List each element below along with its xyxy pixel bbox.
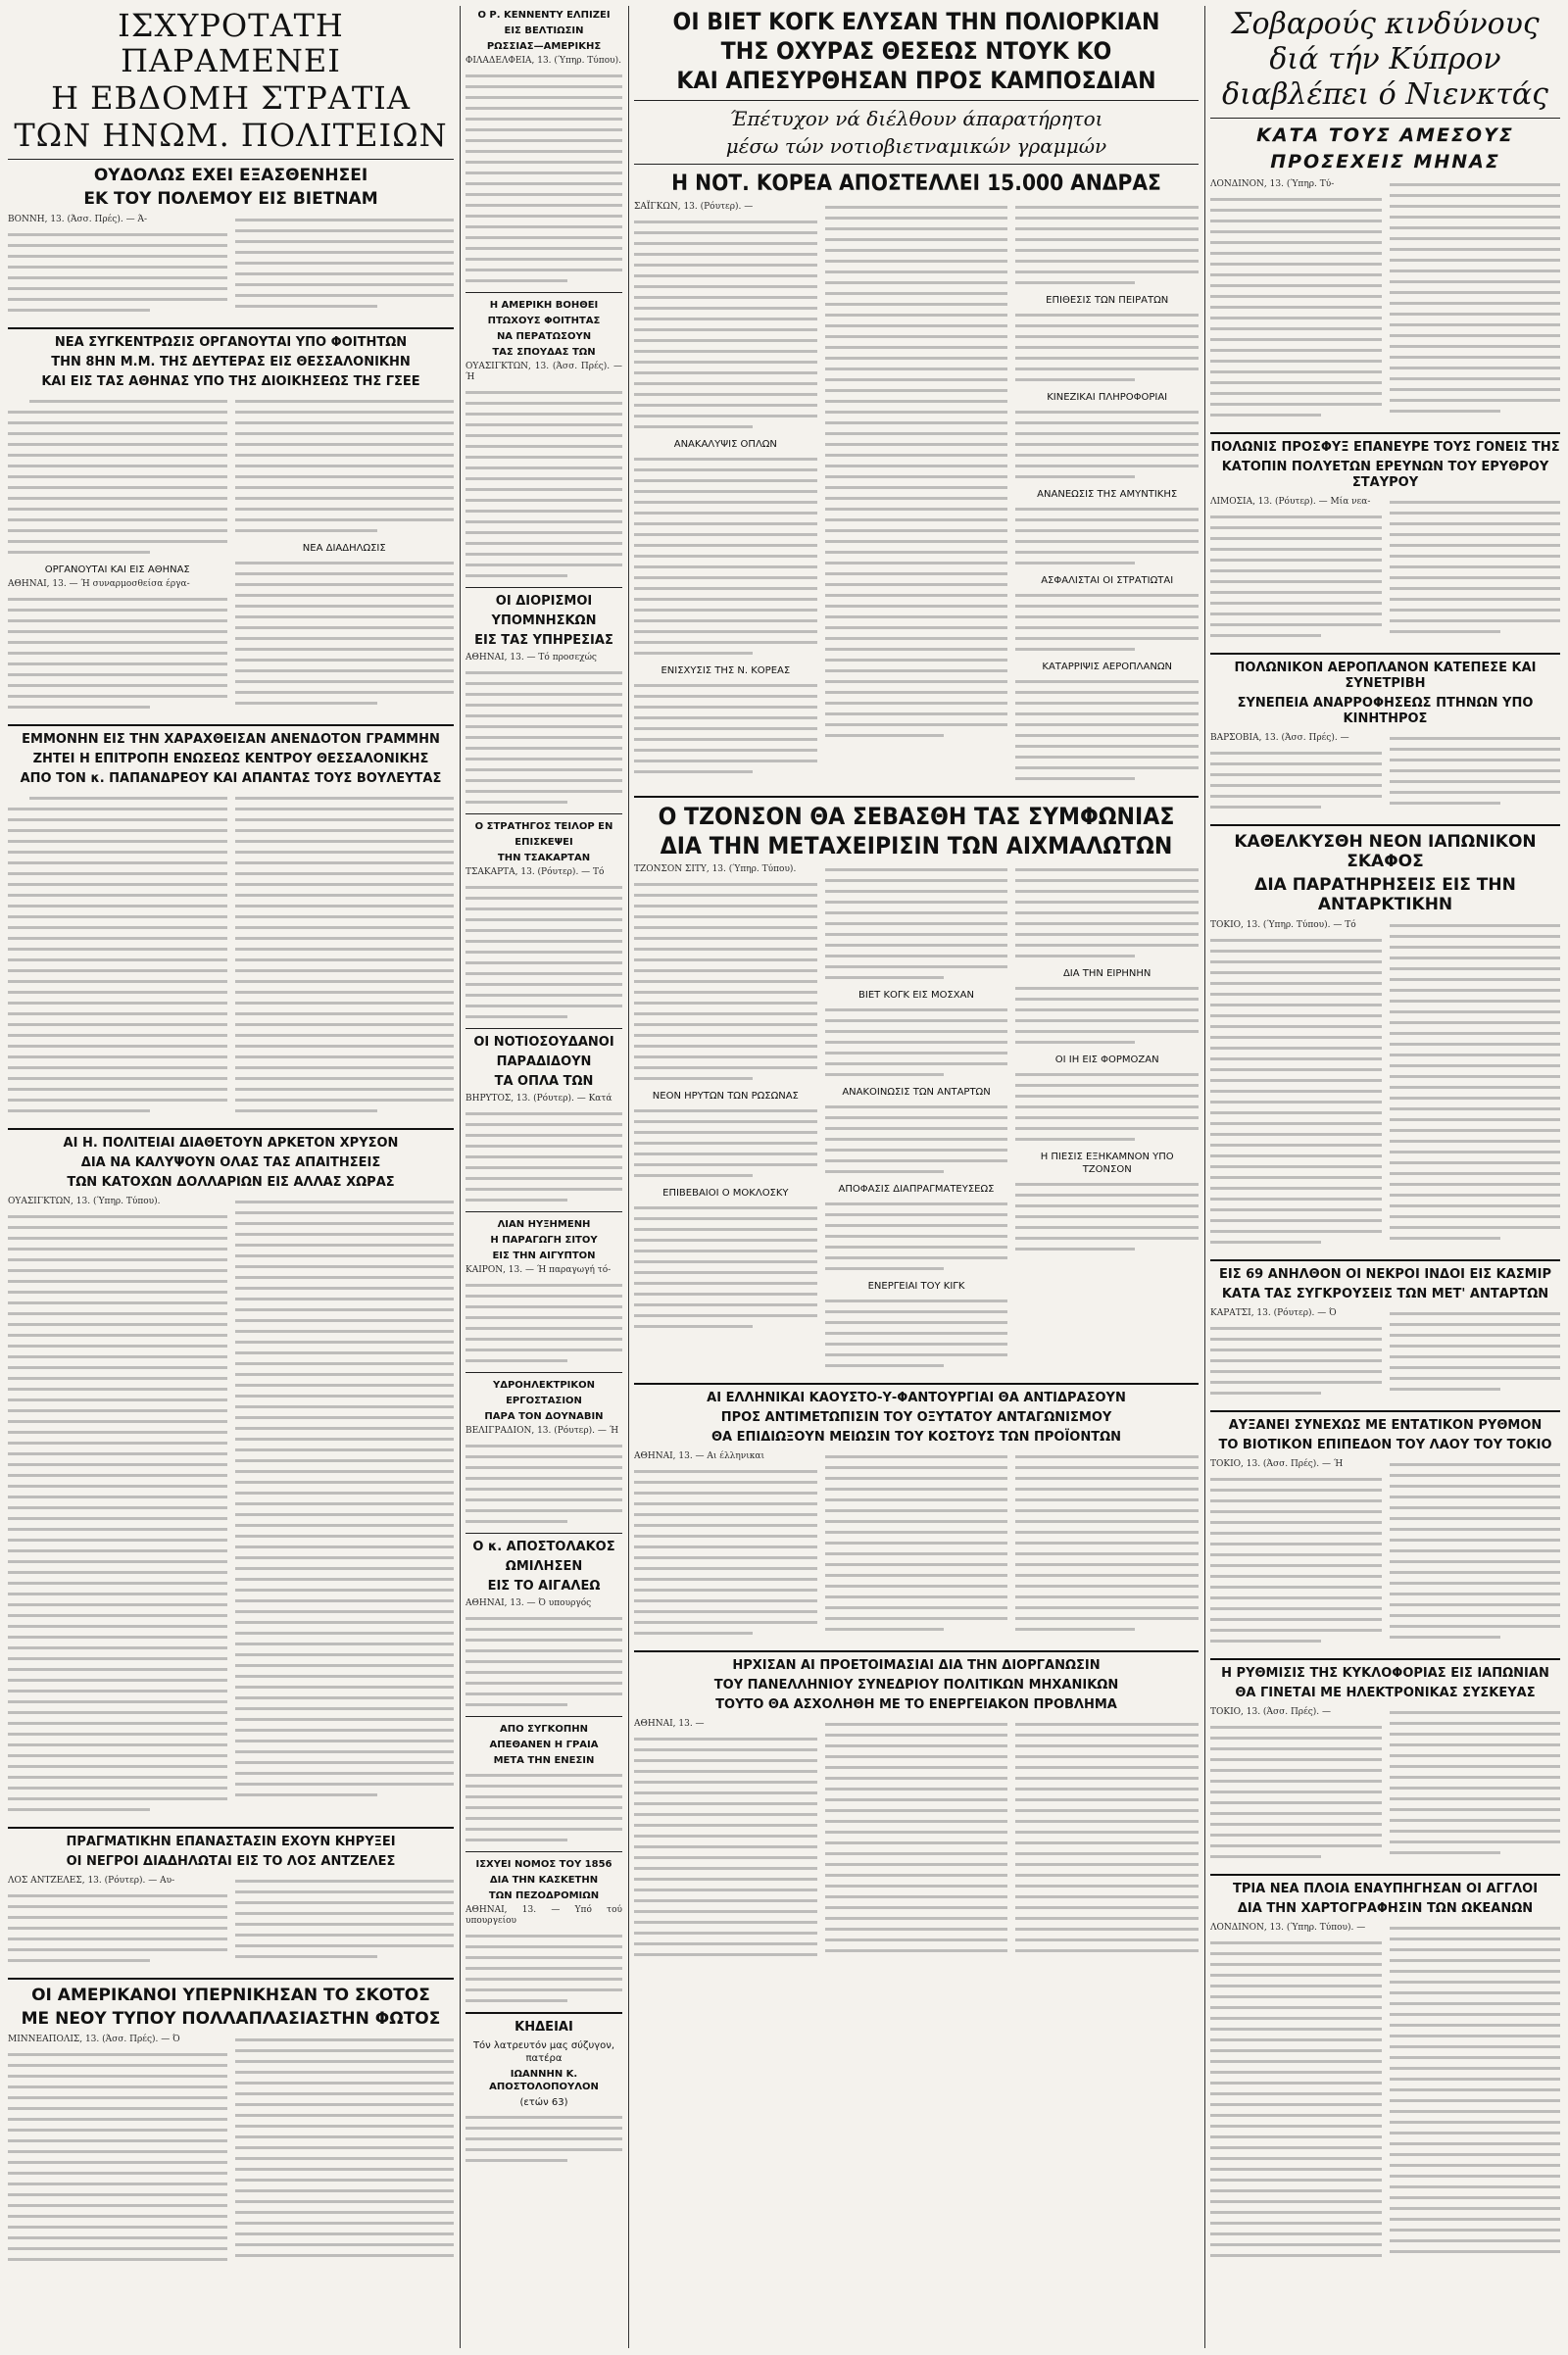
- headline-appointments-1: ΟΙ ΔΙΟΡΙΣΜΟΙ: [495, 594, 593, 609]
- subhead-viet-cong-2: μέσω τών νοτιοβιετναμικών γραμμών: [725, 134, 1107, 158]
- headline-los-angeles-1: ΠΡΑΓΜΑΤΙΚΗΝ ΕΠΑΝΑΣΤΑΣΙΝ ΕΧΟΥΝ ΚΗΡΥΞΕΙ: [66, 1835, 396, 1849]
- dateline-tokyo-traffic: ΤΟΚΙΟ, 13. (Άσσ. Πρές). —: [1210, 1707, 1332, 1717]
- headline-tokyo-living-2: ΤΟ ΒΙΟΤΙΚΟΝ ΕΠΙΠΕΔΟΝ ΤΟΥ ΛΑΟΥ ΤΟΥ ΤΟΚΙΟ: [1218, 1438, 1552, 1452]
- dateline-belgrade: ΒΕΛΙΓΡΑΔΙΟΝ, 13. (Ρόυτερ). — Ή: [466, 1426, 619, 1436]
- article-kashmir: [1210, 1267, 1560, 1404]
- headline-light-amplifier-1: ΟΙ ΑΜΕΡΙΚΑΝΟΙ ΥΠΕΡΝΙΚΗΣΑΝ ΤΟ ΣΚΟΤΟΣ: [31, 1986, 430, 2005]
- headline-kashmir-1: ΕΙΣ 69 ΑΝΗΛΘΟΝ ΟΙ ΝΕΚΡΟΙ ΙΝΔΟΙ ΕΙΣ ΚΑΣΜΙΡ: [1219, 1267, 1551, 1282]
- article-polish-plane: [1210, 661, 1560, 818]
- headline-seventh-fleet-line-2: Η ΕΒΔΟΜΗ ΣΤΡΑΤΙΑ: [51, 79, 411, 117]
- headline-taylor-3: ΤΗΝ ΤΣΑΚΑΡΤΑΝ: [497, 853, 591, 863]
- headline-centre-union-3: ΑΠΟ ΤΟΝ κ. ΠΑΠΑΝΔΡΕΟΥ ΚΑΙ ΑΠΑΝΤΑΣ ΤΟΥΣ ΒΟΥΛΕΥΤΑΣ: [20, 771, 442, 786]
- column-2: [466, 6, 622, 2348]
- headline-british-ships-2: ΔΙΑ ΤΗΝ ΧΑΡΤΟΓΡΑΦΗΣΙΝ ΤΩΝ ΩΚΕΑΝΩΝ: [1237, 1901, 1534, 1916]
- small-head-pressure: Η ΠΙΕΣΙΣ ΕΞΗΚΑΜΝΟΝ ΥΠΟ ΤΖΟΝΣΟΝ: [1040, 1152, 1174, 1175]
- headline-sudan-2: ΠΑΡΑΔΙΔΟΥΝ: [496, 1055, 592, 1069]
- headline-danube-2: ΕΡΓΟΣΤΑΣΙΟΝ: [506, 1396, 582, 1406]
- funeral-notice-age: (ετών 63): [519, 2097, 568, 2108]
- small-head-aircraft-downed: ΚΑΤΑΡΡΙΨΙΣ ΑΕΡΟΠΛΑΝΩΝ: [1042, 662, 1172, 672]
- headline-egypt-wheat-1: ΛΙΑΝ ΗΥΞΗΜΕΝΗ: [497, 1219, 591, 1230]
- small-head-russians: ΝΕΟΝ ΗΡΥΤΩΝ ΤΩΝ ΡΩΣΩΝΑΣ: [652, 1091, 799, 1102]
- headline-kashmir-2: ΚΑΤΑ ΤΑΣ ΣΥΓΚΡΟΥΣΕΙΣ ΤΩΝ ΜΕΤ' ΑΝΤΑΡΤΩΝ: [1221, 1287, 1549, 1301]
- article-los-angeles: [8, 1835, 454, 1972]
- headline-sudan-1: ΟΙ ΝΟΤΙΟΣΟΥΔΑΝΟΙ: [473, 1035, 614, 1050]
- headline-polish-refugee-2: ΚΑΤΟΠΙΝ ΠΟΛΥΕΤΩΝ ΕΡΕΥΝΩΝ ΤΟΥ ΕΡΥΘΡΟΥ ΣΤΑΥΡΟΥ: [1221, 460, 1549, 490]
- small-head-peace: ΔΙΑ ΤΗΝ ΕΙΡΗΝΗΝ: [1062, 968, 1152, 979]
- dateline-philadelphia: ΦΙΛΑΔΕΛΦΕΙΑ, 13. (Ύπηρ. Τύπου).: [466, 56, 621, 66]
- dateline-warsaw: ΒΑΡΣΟΒΙΑ, 13. (Άσσ. Πρές). —: [1210, 733, 1349, 743]
- headline-los-angeles-2: ΟΙ ΝΕΓΡΟΙ ΔΙΑΔΗΛΩΤΑΙ ΕΙΣ ΤΟ ΛΟΣ ΑΝΤΖΕΛΕΣ: [66, 1854, 396, 1869]
- headline-polish-plane-1: ΠΟΛΩΝΙΚΟΝ ΑΕΡΟΠΛΑΝΟΝ ΚΑΤΕΠΕΣΕ ΚΑΙ ΣΥΝΕΤΡΙΒΗ: [1234, 661, 1537, 691]
- article-textile: [634, 1391, 1199, 1644]
- headline-kennedy-2: ΕΙΣ ΒΕΛΤΙΩΣΙΝ: [504, 25, 584, 36]
- article-cyprus: [1210, 8, 1560, 426]
- headline-seventh-fleet-line-3: ΤΩΝ ΗΝΩΜ. ΠΟΛΙΤΕΙΩΝ: [14, 117, 448, 154]
- headline-traffic-1: Η ΡΥΘΜΙΣΙΣ ΤΗΣ ΚΥΚΛΟΦΟΡΙΑΣ ΕΙΣ ΙΑΠΩΝΙΑΝ: [1221, 1666, 1549, 1681]
- headline-tokyo-living-1: ΑΥΞΑΝΕΙ ΣΥΝΕΧΩΣ ΜΕ ΕΝΤΑΤΙΚΟΝ ΡΥΘΜΟΝ: [1228, 1418, 1543, 1433]
- article-us-gold: [8, 1136, 454, 1821]
- headline-us-gold-1: ΑΙ Η. ΠΟΛΙΤΕΙΑΙ ΔΙΑΘΕΤΟΥΝ ΑΡΚΕΤΟΝ ΧΡΥΣΟΝ: [63, 1136, 399, 1151]
- small-head-negotiation: ΑΠΟΦΑΣΙΣ ΔΙΑΠΡΑΓΜΑΤΕΥΣΕΩΣ: [838, 1184, 995, 1195]
- headline-polish-plane-2: ΣΥΝΕΠΕΙΑ ΑΝΑΡΡΟΦΗΣΕΩΣ ΠΤΗΝΩΝ ΥΠΟ ΚΙΝΗΤΗΡΟΣ: [1237, 696, 1534, 726]
- small-head-korea-reinforcement: ΕΝΙΣΧΥΣΙΣ ΤΗΣ Ν. ΚΟΡΕΑΣ: [661, 665, 791, 676]
- dateline-los-angeles: ΛΟΣ ΑΝΤΖΕΛΕΣ, 13. (Ρόυτερ). — Αυ-: [8, 1876, 175, 1886]
- headline-textile-3: ΘΑ ΕΠΙΔΙΩΞΟΥΝ ΜΕΙΩΣΙΝ ΤΟΥ ΚΟΣΤΟΥΣ ΤΩΝ ΠΡΟΪΟΝΤΩΝ: [710, 1430, 1122, 1445]
- dateline-london-ships: ΛΟΝΔΙΝΟΝ, 13. (Ύπηρ. Τύπου). —: [1210, 1923, 1366, 1933]
- article-polish-refugee: [1210, 440, 1560, 647]
- dateline-athens-aigaleo: ΑΘΗΝΑΙ, 13. — Ό υπουργός: [466, 1598, 592, 1608]
- headline-apostolakos-1: Ο κ. ΑΠΟΣΤΟΛΑΚΟΣ: [472, 1540, 615, 1554]
- headline-kennedy-1: Ο Ρ. ΚΕΝΝΕΝΤΥ ΕΛΠΙΖΕΙ: [477, 10, 611, 21]
- small-head-defense-renewal: ΑΝΑΝΕΩΣΙΣ ΤΗΣ ΑΜΥΝΤΙΚΗΣ: [1037, 489, 1178, 500]
- headline-taylor-2: ΕΠΙΣΚΕΨΕΙ: [514, 837, 573, 848]
- headline-engineers-3: ΤΟΥΤΟ ΘΑ ΑΣΧΟΛΗΘΗ ΜΕ ΤΟ ΕΝΕΡΓΕΙΑΚΟΝ ΠΡΟΒΛΗΜΑ: [715, 1697, 1117, 1712]
- headline-student-rally-3: ΚΑΙ ΕΙΣ ΤΑΣ ΑΘΗΝΑΣ ΥΠΟ ΤΗΣ ΔΙΟΙΚΗΣΕΩΣ ΤΗΣ ΓΣΕΕ: [41, 374, 420, 389]
- headline-japanese-ship-2: ΔΙΑ ΠΑΡΑΤΗΡΗΣΕΙΣ ΕΙΣ ΤΗΝ ΑΝΤΑΡΚΤΙΚΗΝ: [1254, 875, 1516, 914]
- subhead-cyprus-1: ΚΑΤΑ ΤΟΥΣ ΑΜΕΣΟΥΣ: [1256, 124, 1514, 146]
- dateline-limassol: ΛΙΜΟΣΙΑ, 13. (Ρόυτερ). — Μία νεα-: [1210, 497, 1371, 507]
- subhead-new-demonstration: ΝΕΑ ΔΙΑΔΗΛΩΣΙΣ: [302, 543, 386, 554]
- headline-sudan-3: ΤΑ ΟΠΛΑ ΤΩΝ: [494, 1074, 594, 1089]
- headline-danube-1: ΥΔΡΟΗΛΕΚΤΡΙΚΟΝ: [493, 1380, 595, 1391]
- headline-cyprus-2: διά τήν Κύπρον: [1269, 42, 1501, 76]
- dateline-tokyo-living: ΤΟΚΙΟ, 13. (Άσσ. Πρές). — Ή: [1210, 1459, 1344, 1469]
- headline-textile-2: ΠΡΟΣ ΑΝΤΙΜΕΤΩΠΙΣΙΝ ΤΟΥ ΟΞΥΤΑΤΟΥ ΑΝΤΑΓΩΝΙΣΜΟΥ: [720, 1410, 1112, 1425]
- headline-seventh-fleet-line-1: ΙΣΧΥΡΟΤΑΤΗ ΠΑΡΑΜΕΝΕΙ: [118, 7, 344, 79]
- headline-traffic-2: ΘΑ ΓΙΝΕΤΑΙ ΜΕ ΗΛΕΚΤΡΟΝΙΚΑΣ ΣΥΣΚΕΥΑΣ: [1235, 1686, 1536, 1700]
- article-student-rally: [8, 335, 454, 718]
- dateline-minneapolis: ΜΙΝΝΕΑΠΟΛΙΣ, 13. (Άσσ. Πρές). — Ό: [8, 2035, 180, 2044]
- headline-centre-union-1: ΕΜΜΟΝΗΝ ΕΙΣ ΤΗΝ ΧΑΡΑΧΘΕΙΣΑΝ ΑΝΕΝΔΟΤΟΝ ΓΡΑΜΜΗΝ: [22, 732, 440, 747]
- article-traffic-electronics: [1210, 1666, 1560, 1868]
- article-viet-cong: [634, 9, 1199, 790]
- headline-syncope-2: ΑΠΕΘΑΝΕΝ Η ΓΡΑΙΑ: [489, 1740, 599, 1750]
- headline-egypt-wheat-3: ΕΙΣ ΤΗΝ ΑΙΓΥΠΤΟΝ: [492, 1251, 596, 1261]
- headline-appointments-3: ΕΙΣ ΤΑΣ ΥΠΗΡΕΣΙΑΣ: [474, 633, 613, 648]
- article-british-ships: [1210, 1882, 1560, 2267]
- dateline-washington-students: ΟΥΑΣΙΓΚΤΩΝ, 13. (Άσσ. Πρές). — Ή: [466, 362, 622, 382]
- small-head-weapons: ΑΝΑΚΑΛΥΨΙΣ ΟΠΛΩΝ: [673, 439, 777, 450]
- headline-viet-cong-2: ΤΗΣ ΟΧΥΡΑΣ ΘΕΣΕΩΣ ΝΤΟΥΚ ΚΟ: [720, 37, 1112, 65]
- funeral-notice-line-1: Τόν λατρευτόν μας σύζυγον, πατέρα: [472, 2040, 615, 2064]
- dateline-karachi: ΚΑΡΑΤΣΙ, 13. (Ρόυτερ). — Ό: [1210, 1308, 1337, 1318]
- headline-british-ships-1: ΤΡΙΑ ΝΕΑ ΠΛΟΙΑ ΕΝΑΥΠΗΓΗΣΑΝ ΟΙ ΑΓΓΛΟΙ: [1232, 1882, 1539, 1896]
- dateline-washington-gold: ΟΥΑΣΙΓΚΤΩΝ, 13. (Ύπηρ. Τύπου).: [8, 1197, 161, 1206]
- headline-johnson-1: Ο ΤΖΟΝΣΟΝ ΘΑ ΣΕΒΑΣΘΗ ΤΑΣ ΣΥΜΦΩΝΙΑΣ: [658, 803, 1175, 830]
- dateline-beirut: ΒΗΡΥΤΟΣ, 13. (Ρόυτερ). — Κατά: [466, 1094, 612, 1104]
- funeral-notice-name: ΙΩΑΝΝΗΝ Κ. ΑΠΟΣΤΟΛΟΠΟΥΛΟΝ: [489, 2069, 599, 2092]
- headline-us-students-3: ΝΑ ΠΕΡΑΤΩΣΟΥΝ: [496, 331, 592, 342]
- small-head-formosa: ΟΙ ΙΗ ΕΙΣ ΦΟΡΜΟΖΑΝ: [1054, 1055, 1159, 1065]
- dateline-bonn: ΒΟΝΝΗ, 13. (Άσσ. Πρές). — Ά-: [8, 215, 147, 224]
- dateline-cairo: ΚΑΙΡΟΝ, 13. — Ή παραγωγή τό-: [466, 1265, 612, 1275]
- headline-egypt-wheat-2: Η ΠΑΡΑΓΩΓΗ ΣΙΤΟΥ: [490, 1235, 598, 1246]
- column-4: [1210, 6, 1560, 2348]
- subhead-seventh-fleet-2: ΕΚ ΤΟΥ ΠΟΛΕΜΟΥ ΕΙΣ ΒΙΕΤΝΑΜ: [83, 189, 378, 209]
- headline-textile-1: ΑΙ ΕΛΛΗΝΙΚΑΙ ΚΑΟΥΣΤΟ-Υ-ΦΑΝΤΟΥΡΓΙΑΙ ΘΑ ΑΝΤΙΔΡΑΣΟΥΝ: [707, 1391, 1126, 1405]
- newspaper-page: [8, 6, 1560, 2348]
- dateline-athens: ΑΘΗΝΑΙ, 13. — Ή συναρμοσθείσα έργα-: [8, 579, 190, 589]
- small-head-chinese-info: ΚΙΝΕΖΙΚΑΙ ΠΛΗΡΟΦΟΡΙΑΙ: [1047, 392, 1168, 403]
- subhead-cyprus-2: ΠΡΟΣΕΧΕΙΣ ΜΗΝΑΣ: [1270, 151, 1500, 172]
- headline-syncope-3: ΜΕΤΑ ΤΗΝ ΕΝΕΣΙΝ: [493, 1755, 595, 1766]
- headline-polish-refugee-1: ΠΟΛΩΝΙΣ ΠΡΟΣΦΥΞ ΕΠΑΝΕΥΡΕ ΤΟΥΣ ΓΟΝΕΙΣ ΤΗΣ: [1210, 440, 1560, 455]
- headline-engineers-2: ΤΟΥ ΠΑΝΕΛΛΗΝΙΟΥ ΣΥΝΕΔΡΙΟΥ ΠΟΛΙΤΙΚΩΝ ΜΗΧΑΝΙΚΩΝ: [713, 1678, 1119, 1693]
- headline-johnson-2: ΔΙΑ ΤΗΝ ΜΕΤΑΧΕΙΡΙΣΙΝ ΤΩΝ ΑΙΧΜΑΛΩΤΩΝ: [660, 832, 1173, 859]
- subhead-athens: ΟΡΓΑΝΟΥΤΑΙ ΚΑΙ ΕΙΣ ΑΘΗΝΑΣ: [44, 564, 190, 575]
- small-head-pirates: ΕΠΙΘΕΣΙΣ ΤΩΝ ΠΕΙΡΑΤΩΝ: [1046, 295, 1169, 306]
- dateline-saigon: ΣΑΪΓΚΩΝ, 13. (Ρόυτερ). —: [634, 202, 754, 212]
- headline-us-gold-2: ΔΙΑ ΝΑ ΚΑΛΥΨΟΥΝ ΟΛΑΣ ΤΑΣ ΑΠΑΙΤΗΣΕΙΣ: [80, 1155, 381, 1170]
- headline-student-rally-1: ΝΕΑ ΣΥΓΚΕΝΤΡΩΣΙΣ ΟΡΓΑΝΟΥΤΑΙ ΥΠΟ ΦΟΙΤΗΤΩΝ: [54, 335, 408, 350]
- headline-taylor-1: Ο ΣΤΡΑΤΗΓΟΣ ΤΕΙΛΟΡ ΕΝ: [474, 821, 613, 832]
- headline-us-students-2: ΠΤΩΧΟΥΣ ΦΟΙΤΗΤΑΣ: [487, 316, 601, 326]
- dateline-athens-appointments: ΑΘΗΝΑΙ, 13. — Τό προσεχώς: [466, 653, 597, 662]
- article-engineers-congress: [634, 1658, 1199, 1966]
- dateline-johnson-city: ΤΖΟΝΣΟΝ ΣΙΤΥ, 13. (Ύπηρ. Τύπου).: [634, 864, 797, 874]
- headline-centre-union-2: ΖΗΤΕΙ Η ΕΠΙΤΡΟΠΗ ΕΝΩΣΕΩΣ ΚΕΝΤΡΟΥ ΘΕΣΣΑΛΟΝΙΚΗΣ: [32, 752, 429, 766]
- small-head-rebels: ΑΝΑΚΟΙΝΩΣΙΣ ΤΩΝ ΑΝΤΑΡΤΩΝ: [842, 1087, 991, 1098]
- headline-kennedy-3: ΡΩΣΣΙΑΣ—ΑΜΕΡΙΚΗΣ: [486, 41, 602, 52]
- article-johnson-prisoners: [634, 804, 1199, 1377]
- headline-1856-law-2: ΔΙΑ ΤΗΝ ΚΑΣΚΕΤΗΝ: [489, 1875, 599, 1886]
- article-seventh-fleet: [8, 8, 454, 321]
- dateline-athens-law: ΑΘΗΝΑΙ, 13. — Υπό τού υπουργείου: [466, 1905, 622, 1926]
- headline-japanese-ship-1: ΚΑΘΕΛΚΥΣΘΗ ΝΕΟΝ ΙΑΠΩΝΙΚΟΝ ΣΚΑΦΟΣ: [1234, 832, 1537, 871]
- dateline-athens-engineers: ΑΘΗΝΑΙ, 13. —: [634, 1719, 705, 1729]
- headline-danube-3: ΠΑΡΑ ΤΟΝ ΔΟΥΝΑΒΙΝ: [484, 1411, 604, 1422]
- column-1: [8, 6, 454, 2348]
- funeral-notice: [466, 2020, 622, 2166]
- article-tokyo-living: [1210, 1418, 1560, 1652]
- headline-apostolakos-3: ΕΙΣ ΤΟ ΑΙΓΑΛΕΩ: [487, 1579, 601, 1594]
- headline-apostolakos-2: ΩΜΙΛΗΣΕΝ: [505, 1559, 583, 1574]
- dateline-tokyo-ship: ΤΟΚΙΟ, 13. (Ύπηρ. Τύπου). — Τό: [1210, 920, 1356, 930]
- article-japanese-ship: [1210, 832, 1560, 1253]
- headline-cyprus-3: διαβλέπει ό Νιενκτάς: [1222, 77, 1548, 112]
- headline-south-korea: Η ΝΟΤ. ΚΟΡΕΑ ΑΠΟΣΤΕΛΛΕΙ 15.000 ΑΝΔΡΑΣ: [671, 172, 1161, 196]
- small-head-confirmation: ΕΠΙΒΕΒΑΙΟΙ Ο ΜΟΚΛΟΣΚΥ: [662, 1188, 789, 1199]
- headline-cyprus-1: Σοβαρούς κινδύνους: [1231, 7, 1540, 41]
- funeral-notice-title: ΚΗΔΕΙΑΙ: [514, 2020, 573, 2035]
- headline-appointments-2: ΥΠΟΜΝΗΣΚΩΝ: [491, 613, 597, 628]
- article-light-amplifier: [8, 1986, 454, 2271]
- subhead-seventh-fleet-1: ΟΥΔΟΛΩΣ ΕΧΕΙ ΕΞΑΣΘΕΝΗΣΕΙ: [93, 166, 368, 185]
- small-head-moscow: ΒΙΕΤ ΚΟΓΚ ΕΙΣ ΜΟΣΧΑΝ: [858, 990, 974, 1001]
- headline-1856-law-3: ΤΩΝ ΠΕΖΟΔΡΟΜΙΩΝ: [488, 1890, 600, 1901]
- headline-engineers-1: ΗΡΧΙΣΑΝ ΑΙ ΠΡΟΕΤΟΙΜΑΣΙΑΙ ΔΙΑ ΤΗΝ ΔΙΟΡΓΑΝΩΣΙΝ: [732, 1658, 1101, 1673]
- headline-light-amplifier-2: ΜΕ ΝΕΟΥ ΤΥΠΟΥ ΠΟΛΛΑΠΛΑΣΙΑΣΤΗΝ ΦΩΤΟΣ: [21, 2009, 441, 2029]
- dateline-jakarta: ΤΣΑΚΑΡΤΑ, 13. (Ρόυτερ). — Τό: [466, 867, 605, 877]
- headline-viet-cong-3: ΚΑΙ ΑΠΕΣΥΡΘΗΣΑΝ ΠΡΟΣ ΚΑΜΠΟΣΔΙΑΝ: [676, 67, 1156, 94]
- headline-syncope-1: ΑΠΟ ΣΥΓΚΟΠΗΝ: [500, 1724, 588, 1735]
- small-head-insured-soldiers: ΑΣΦΑΛΙΣΤΑΙ ΟΙ ΣΤΡΑΤΙΩΤΑΙ: [1041, 575, 1174, 586]
- column-3: [634, 6, 1199, 2348]
- headline-student-rally-2: ΤΗΝ 8ΗΝ Μ.Μ. ΤΗΣ ΔΕΥΤΕΡΑΣ ΕΙΣ ΘΕΣΣΑΛΟΝΙΚΗΝ: [51, 355, 411, 369]
- headline-us-students-1: Η ΑΜΕΡΙΚΗ ΒΟΗΘΕΙ: [489, 300, 599, 311]
- article-thessaloniki-centre-union: [8, 732, 454, 1122]
- small-head-king: ΕΝΕΡΓΕΙΑΙ ΤΟΥ ΚΙΓΚ: [867, 1281, 965, 1292]
- headline-viet-cong-1: ΟΙ ΒΙΕΤ ΚΟΓΚ ΕΛΥΣΑΝ ΤΗΝ ΠΟΛΙΟΡΚΙΑΝ: [672, 8, 1160, 35]
- dateline-london-cyprus: ΛΟΝΔΙΝΟΝ, 13. (Ύπηρ. Τύ-: [1210, 179, 1335, 189]
- headline-us-gold-3: ΤΩΝ ΚΑΤΟΧΩΝ ΔΟΛΛΑΡΙΩΝ ΕΙΣ ΑΛΛΑΣ ΧΩΡΑΣ: [67, 1175, 395, 1190]
- dateline-athens-textile: ΑΘΗΝΑΙ, 13. — Αι έλληνικαι: [634, 1451, 764, 1461]
- headline-us-students-4: ΤΑΣ ΣΠΟΥΔΑΣ ΤΩΝ: [492, 347, 596, 358]
- subhead-viet-cong-1: Έπέτυχον νά διέλθουν άπαρατήρητοι: [729, 107, 1103, 130]
- headline-1856-law-1: ΙΣΧΥΕΙ ΝΟΜΟΣ ΤΟΥ 1856: [475, 1859, 612, 1870]
